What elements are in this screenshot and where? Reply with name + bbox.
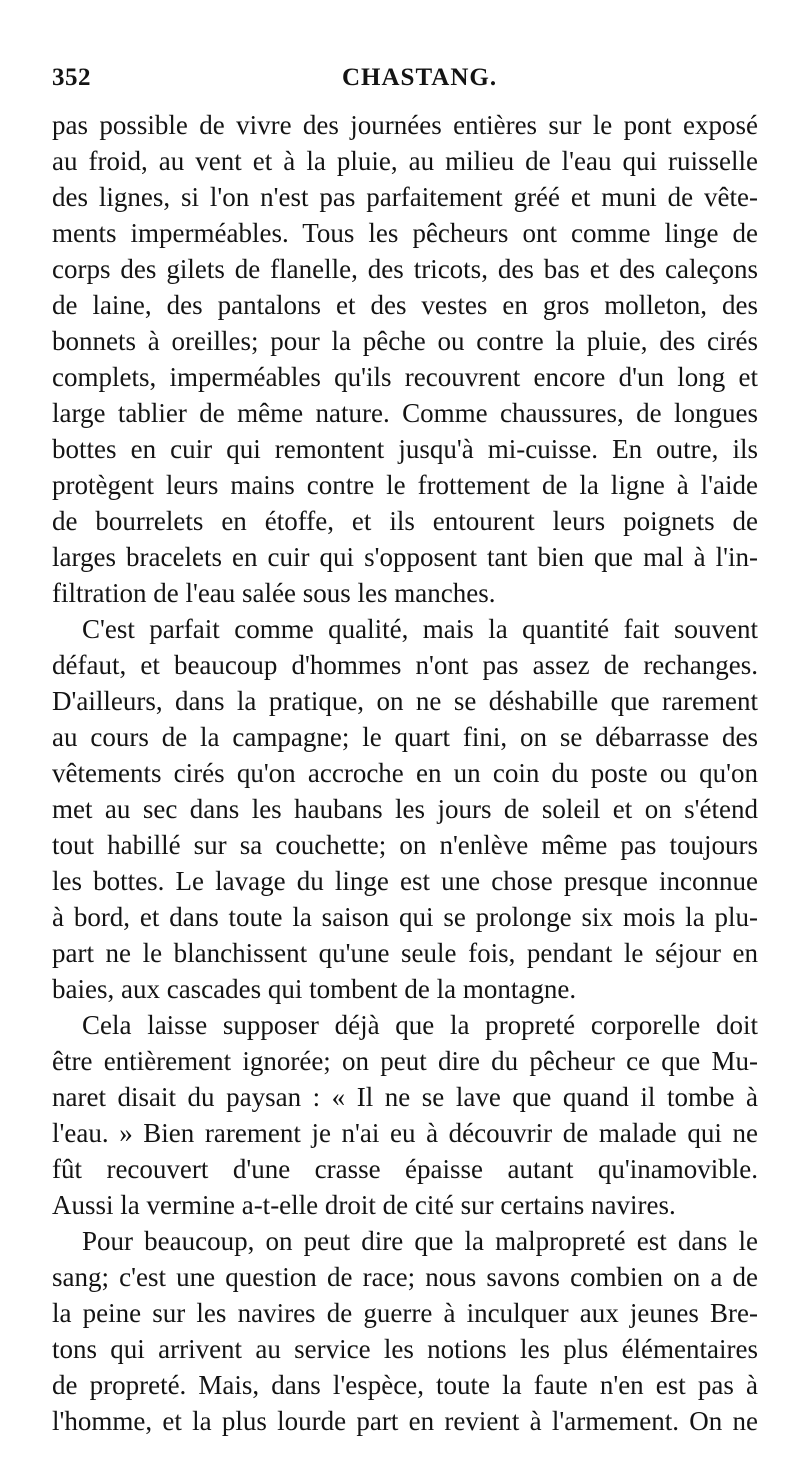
text-line: de bourrelets en étoffe, et ils entourent leurs poignets de <box>52 506 758 536</box>
text-line: filtration de l'eau salée sous les manches. <box>52 578 496 608</box>
text-line: complets, imperméables qu'ils recouvrent encore d'un long et <box>52 362 758 392</box>
running-head: CHASTANG. <box>342 64 498 91</box>
text-line: la peine sur les navires de guerre à inculquer aux jeunes Bre- <box>52 1298 758 1328</box>
text-line: larges bracelets en cuir qui s'opposent tant bien que mal à l'in- <box>52 542 758 572</box>
text-line: sang; c'est une question de race; nous savons combien on a de <box>52 1262 758 1292</box>
text-line: C'est parfait comme qualité, mais la quantité fait souvent <box>82 614 758 644</box>
text-line: protègent leurs mains contre le frottement de la ligne à l'aide <box>52 470 758 500</box>
text-line: au froid, au vent et à la pluie, au milieu de l'eau qui ruisselle <box>52 146 758 176</box>
text-line: au cours de la campagne; le quart fini, on se débarrasse des <box>52 722 758 752</box>
text-line: être entièrement ignorée; on peut dire du pêcheur ce que Mu- <box>52 1046 758 1076</box>
text-line: défaut, et beaucoup d'hommes n'ont pas assez de rechanges. <box>52 650 758 680</box>
text-line: Pour beaucoup, on peut dire que la malpropreté est dans le <box>82 1226 758 1256</box>
text-line: de propreté. Mais, dans l'espèce, toute la faute n'en est pas à <box>52 1370 758 1400</box>
text-line: pas possible de vivre des journées entières sur le pont exposé <box>52 110 758 140</box>
text-line: part ne le blanchissent qu'une seule fois, pendant le séjour en <box>52 938 758 968</box>
text-line: l'homme, et la plus lourde part en revient à l'armement. On ne <box>52 1406 758 1436</box>
text-line: vêtements cirés qu'on accroche en un coin du poste ou qu'on <box>52 758 758 788</box>
text-line: Aussi la vermine a-t-elle droit de cité sur certains navires. <box>52 1190 676 1220</box>
page-number: 352 <box>52 64 91 91</box>
paragraph <box>52 611 758 1007</box>
text-line: à bord, et dans toute la saison qui se prolonge six mois la plu- <box>52 902 758 932</box>
text-line: baies, aux cascades qui tombent de la montagne. <box>52 974 577 1004</box>
text-line: bottes en cuir qui remontent jusqu'à mi-cuisse. En outre, ils <box>52 434 758 464</box>
text-line: bonnets à oreilles; pour la pêche ou contre la pluie, des cirés <box>52 326 758 356</box>
text-line: met au sec dans les haubans les jours de soleil et on s'étend <box>52 794 758 824</box>
text-line: de laine, des pantalons et des vestes en gros molleton, des <box>52 290 758 320</box>
text-line: tons qui arrivent au service les notions les plus élémentaires <box>52 1334 758 1364</box>
body-text <box>52 107 758 1439</box>
text-line: tout habillé sur sa couchette; on n'enlève même pas toujours <box>52 830 758 860</box>
text-line: des lignes, si l'on n'est pas parfaitement gréé et muni de vête- <box>52 182 758 212</box>
text-line: l'eau. » Bien rarement je n'ai eu à découvrir de malade qui ne <box>52 1118 758 1148</box>
page-header <box>52 64 760 104</box>
text-line: corps des gilets de flanelle, des tricots, des bas et des caleçons <box>52 254 758 284</box>
text-line: D'ailleurs, dans la pratique, on ne se déshabille que rarement <box>52 686 758 716</box>
text-line: large tablier de même nature. Comme chaussures, de longues <box>52 398 758 428</box>
paragraph <box>52 1007 758 1223</box>
text-line: ments imperméables. Tous les pêcheurs ont comme linge de <box>52 218 758 248</box>
paragraph <box>52 107 758 611</box>
text-line: fût recouvert d'une crasse épaisse autant qu'inamovible. <box>52 1154 758 1184</box>
text-line: les bottes. Le lavage du linge est une chose presque inconnue <box>52 866 758 896</box>
paragraph <box>52 1223 758 1439</box>
text-line: Cela laisse supposer déjà que la propreté corporelle doit <box>82 1010 758 1040</box>
text-line: naret disait du paysan : « Il ne se lave que quand il tombe à <box>52 1082 758 1112</box>
